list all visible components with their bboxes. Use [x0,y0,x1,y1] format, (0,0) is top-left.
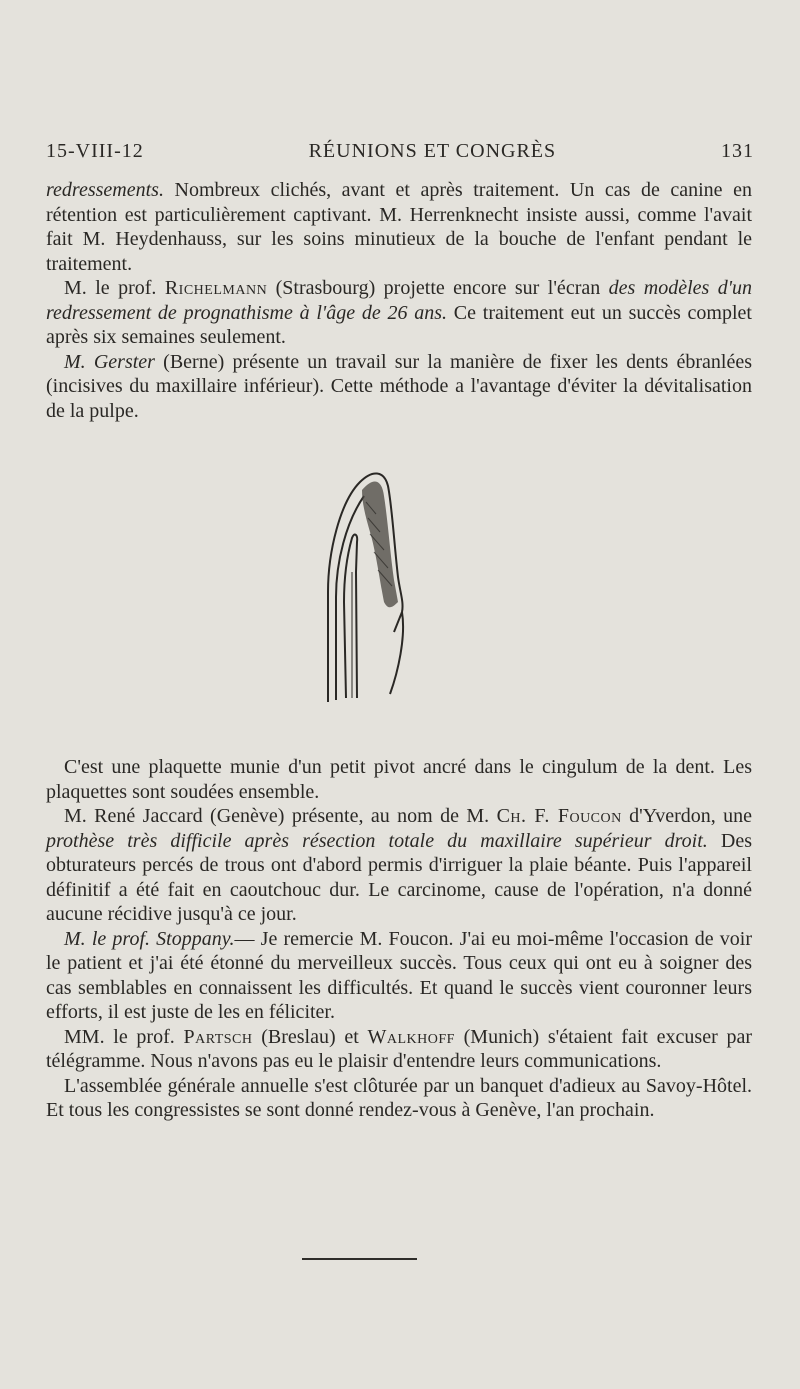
author-name: Ch. F. Foucon [496,805,622,827]
tooth-splint-illustration [310,462,426,712]
text-segment: des modèles d'un redressement de prognathisme à l'âge de 26 ans. [46,277,753,324]
paragraph [46,804,752,927]
text-segment: MM. le prof. [64,1025,184,1048]
text-block-top [46,178,752,423]
text-segment: Des obturateurs percés de trous ont d'abord permis d'irriguer la plaie béante. Puis l'appareil définitif a été fait en caoutchouc dur. Le carcinome, cause de l'opération, n'a donné aucune récidive jusqu'à ce jour. [46,829,752,925]
paragraph [46,276,752,350]
paragraph [46,927,752,1025]
text-segment: M. le prof. [64,277,165,299]
header-title: RÉUNIONS ET CONGRÈS [308,140,557,162]
text-segment: L'assemblée générale annuelle s'est clôturée par un banquet d'adieux au Savoy-Hôtel. Et tous les congressistes se sont donné rendez-vous à Genève, l'an prochain. [46,1074,752,1121]
text-segment: prothèse très difficile après résection totale du maxillaire supérieur droit. [46,829,708,852]
author-name: M. Gerster [64,350,155,373]
text-segment: (Strasbourg) projette encore sur l'écran [267,277,609,299]
section-end-rule [302,1258,417,1260]
text-segment: Ce traitement eut un succès complet après six semaines seulement. [46,301,752,348]
author-name: Richelmann [164,277,268,299]
paragraph [46,755,752,804]
running-header [46,140,754,163]
paragraph [46,350,752,424]
author-name: Partsch [183,1025,253,1048]
text-segment: redressements. [46,179,164,201]
author-name: M. le prof. Stoppany. [64,927,235,950]
text-segment: (Berne) présente un travail sur la manière de fixer les dents ébranlées (incisives du maxillaire inférieur). Cette méthode a l'avantage d'éviter la dévitalisation de la pulpe. [46,350,752,422]
text-segment: C'est une plaquette munie d'un petit pivot ancré dans le cingulum de la dent. Les plaquettes sont soudées ensemble. [46,756,752,803]
text-segment: (Breslau) et [252,1025,368,1048]
text-block-bottom [46,755,752,1123]
text-segment: — Je remercie M. Foucon. J'ai eu moi-même l'occasion de voir le patient et j'ai été étonné du merveilleux succès. Tous ceux qui ont eu à soigner des cas semblables en connaissent les difficultés. Et quand le succès vient couronner leurs efforts, il est juste de les en féliciter. [46,927,752,1023]
text-segment: (Munich) s'étaient fait excuser par télégramme. Nous n'avons pas eu le plaisir d'entendre leurs communications. [46,1025,752,1072]
author-name: Walkhoff [367,1025,455,1048]
paragraph [46,178,752,276]
text-segment: M. René Jaccard (Genève) présente, au nom de M. [64,805,497,827]
paragraph [46,1074,752,1123]
paragraph [46,1025,752,1074]
page-number: 131 [720,140,754,162]
text-segment: Nombreux clichés, avant et après traitement. Un cas de canine en rétention est particulièrement captivant. M. Herrenknecht insiste aussi, comme l'avait fait M. Heydenhauss, sur les soins minutieux de la bouche de l'enfant pendant le traitement. [46,179,752,275]
header-date: 15-VIII-12 [46,140,144,162]
text-segment: d'Yverdon, une [621,805,753,827]
